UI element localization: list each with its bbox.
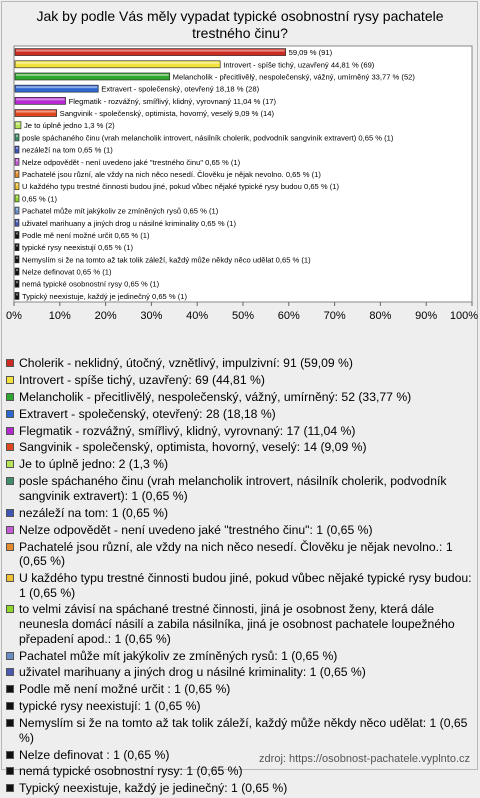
legend-swatch: [6, 652, 14, 660]
legend-label: Introvert - spíše tichý, uzavřený: 69 (44,81 %): [19, 372, 265, 387]
bar-chart: [0, 0, 480, 350]
bar-highlight: [16, 86, 97, 88]
bar-highlight: [16, 208, 18, 210]
legend-swatch: [6, 605, 14, 613]
bar-highlight: [16, 159, 18, 161]
legend-item: [6, 506, 474, 521]
legend-label: uživatel marihuany a jiných drog u násilné kriminality: 1 (0,65 %): [19, 665, 366, 680]
legend-item: [6, 540, 474, 569]
legend-label: Nemyslím si že na tomto až tak tolik záleží, každý může někdy něco udělat: 1 (0,65 %): [19, 716, 468, 745]
bar-label: Pachatelé jsou různí, ale vždy na nich něco nesedí. Člověku je nějak nevolno. 0,65 % (1): [22, 170, 321, 179]
x-tick-label: 20%: [94, 310, 117, 322]
legend-label: Pachatel může mít jakýkoliv ze zmíněných rysů: 1 (0,65 %): [19, 648, 338, 663]
legend-swatch: [6, 376, 14, 384]
bar-label: Je to úplně jedno 1,3 % (2): [23, 121, 115, 131]
bar-highlight: [16, 269, 18, 271]
bar-label: Nelze odpovědět - není uvedeno jaké "trestného činu" 0,65 % (1): [22, 157, 241, 167]
bar-highlight: [16, 293, 18, 295]
legend-label: Sangvinik - společenský, optimista, hovorný, veselý: 14 (9,09 %): [19, 440, 367, 455]
bar-highlight: [16, 245, 18, 247]
bar-highlight: [16, 196, 18, 198]
x-tick-label: 80%: [369, 310, 392, 322]
legend-item: [6, 649, 474, 664]
legend-label: typické rysy neexistují: 1 (0,65 %): [19, 699, 201, 714]
legend-swatch: [6, 410, 14, 418]
bar-highlight: [16, 111, 56, 113]
legend-label: Typický neexistuje, každý je jedinečný: 1 (0,65 %): [19, 781, 288, 796]
legend-swatch: [6, 702, 14, 710]
bar-label: Extravert - společenský, otevřený 18,18 % (28): [101, 84, 260, 94]
legend-item: [6, 665, 474, 680]
bar-label: Pachatel může mít jakýkoliv ze zmíněných rysů 0,65 % (1): [22, 206, 219, 216]
legend-item: [6, 424, 474, 439]
x-tick-label: 60%: [277, 310, 300, 322]
legend-swatch: [6, 393, 14, 401]
legend-swatch: [6, 427, 14, 435]
legend-item: [6, 474, 474, 503]
legend-label: to velmi závisí na spáchané trestné činnosti, jiná je osobnost ženy, která dále neunesla domácí násilí a zabila násilníka, jiná je osobnost pachatele loupežného přepadení apod.: 1 (0,65 %): [19, 602, 455, 646]
legend-item: [6, 390, 474, 405]
bar-highlight: [16, 62, 219, 64]
legend-item: [6, 699, 474, 714]
legend-swatch: [6, 359, 14, 367]
legend-swatch: [6, 719, 14, 727]
legend-swatch: [6, 574, 14, 582]
bar-highlight: [16, 123, 20, 125]
bar-label: Nemyslím si že na tomto až tak tolik záleží, každý může někdy něco udělat 0,65 % (1): [22, 255, 311, 265]
legend-label: nezáleží na tom: 1 (0,65 %): [19, 505, 169, 520]
chart-title: Jak by podle Vás měly vypadat typické osobnostní rysy pachatele trestného činu?: [36, 8, 444, 41]
bar-highlight: [16, 220, 18, 222]
legend-item: [6, 407, 474, 422]
bar-label: Flegmatik - rozvážný, smířlivý, klidný, vyrovnaný 11,04 % (17): [68, 96, 277, 106]
legend-label: Je to úplně jedno: 2 (1,3 %): [19, 457, 169, 472]
legend: [6, 356, 474, 798]
bar-label: 0,65 % (1): [22, 194, 58, 204]
bar-highlight: [16, 135, 18, 137]
x-tick-label: 40%: [186, 310, 209, 322]
bar-label: 59,09 % (91): [288, 48, 333, 58]
legend-swatch: [6, 460, 14, 468]
bar-label: Introvert - spíše tichý, uzavřený 44,81 % (69): [223, 60, 375, 70]
bar-label: U každého typu trestné činnosti budou jiné, pokud vůbec nějaké typické rysy budou 0,65 % (1): [22, 182, 340, 192]
bar-highlight: [16, 184, 18, 186]
legend-item: [6, 440, 474, 455]
legend-item: [6, 781, 474, 796]
legend-swatch: [6, 685, 14, 693]
bar-highlight: [16, 257, 18, 259]
legend-label: Nelze definovat : 1 (0,65 %): [19, 747, 170, 762]
legend-swatch: [6, 543, 14, 551]
legend-swatch: [6, 509, 14, 517]
x-tick-label: 50%: [231, 310, 255, 322]
x-tick-label: 10%: [48, 310, 71, 322]
legend-label: Nelze odpovědět - není uvedeno jaké "trestného činu": 1 (0,65 %): [19, 522, 373, 537]
bar-highlight: [16, 147, 18, 149]
bar-label: Typický neexistuje, každý je jedinečný 0,65 % (1): [22, 291, 188, 301]
bar-highlight: [16, 98, 65, 100]
bar-label: Nelze definovat 0,65 % (1): [22, 267, 112, 277]
legend-swatch: [6, 526, 14, 534]
bar-label: typické rysy neexistují 0,65 % (1): [22, 243, 133, 253]
x-tick-label: 90%: [415, 310, 438, 322]
legend-label: Melancholik - přecitlivělý, nespolečenský, vážný, umírněný: 52 (33,77 %): [19, 389, 412, 404]
legend-item: [6, 356, 474, 371]
legend-item: [6, 682, 474, 697]
legend-item: [6, 602, 474, 646]
x-tick-label: 70%: [323, 310, 346, 322]
bar-highlight: [16, 74, 169, 76]
bar-label: posle spáchaného činu (vrah melancholik introvert, násilník cholerik, podvodník sangvinik extravert) 0,65 % (1): [22, 133, 394, 143]
legend-label: posle spáchaného činu (vrah melancholik introvert, násilník cholerik, podvodník sangvinik extravert): 1 (0,65 %): [19, 474, 447, 503]
bar-label: Sangvinik - společenský, optimista, hovorný, veselý 9,09 % (14): [59, 109, 275, 119]
bar-label: Melancholik - přecitlivělý, nespolečenský, vážný, umírněný 33,77 % (52): [172, 72, 415, 82]
bar-label: nezáleží na tom 0,65 % (1): [22, 145, 113, 155]
legend-label: Podle mě není možné určit : 1 (0,65 %): [19, 682, 231, 697]
legend-item: [6, 716, 474, 745]
legend-swatch: [6, 443, 14, 451]
legend-swatch: [6, 784, 14, 792]
legend-label: U každého typu trestné činnosti budou jiné, pokud vůbec nějaké typické rysy budou: 1 (0,65 %): [19, 570, 472, 600]
source-note: zdroj: https://osobnost-pachatele.vyplnto.cz: [259, 753, 470, 765]
bar-highlight: [16, 281, 18, 283]
bar-label: nemá typické osobnostní rysy 0,65 % (1): [22, 279, 160, 289]
legend-swatch: [6, 767, 14, 775]
bar-label: Podle mě není možné určit 0,65 % (1): [22, 230, 150, 240]
legend-label: Cholerik - neklidný, útočný, vznětlivý, impulzivní: 91 (59,09 %): [19, 356, 353, 370]
legend-item: [6, 457, 474, 472]
legend-swatch: [6, 668, 14, 676]
x-tick-label: 0%: [6, 310, 22, 322]
bar-highlight: [16, 232, 18, 234]
x-tick-label: 100%: [449, 310, 479, 322]
legend-label: Extravert - společenský, otevřený: 28 (18,18 %): [19, 406, 276, 421]
legend-label: Flegmatik - rozvážný, smířlivý, klidný, vyrovnaný: 17 (11,04 %): [19, 423, 356, 438]
bar-label: uživatel marihuany a jiných drog u násilné kriminality 0,65 % (1): [22, 218, 236, 228]
legend-label: Pachatelé jsou různí, ale vždy na nich něco nesedí. Člověku je nějak nevolno.: 1 (0,65 %): [19, 539, 453, 569]
bar-highlight: [16, 172, 18, 174]
x-tick-label: 30%: [140, 310, 163, 322]
bar-highlight: [16, 50, 285, 52]
legend-label: nemá typické osobnostní rysy: 1 (0,65 %): [19, 764, 243, 779]
legend-swatch: [6, 477, 14, 485]
legend-item: [6, 523, 474, 538]
legend-swatch: [6, 751, 14, 759]
legend-item: [6, 373, 474, 388]
legend-item: [6, 571, 474, 600]
